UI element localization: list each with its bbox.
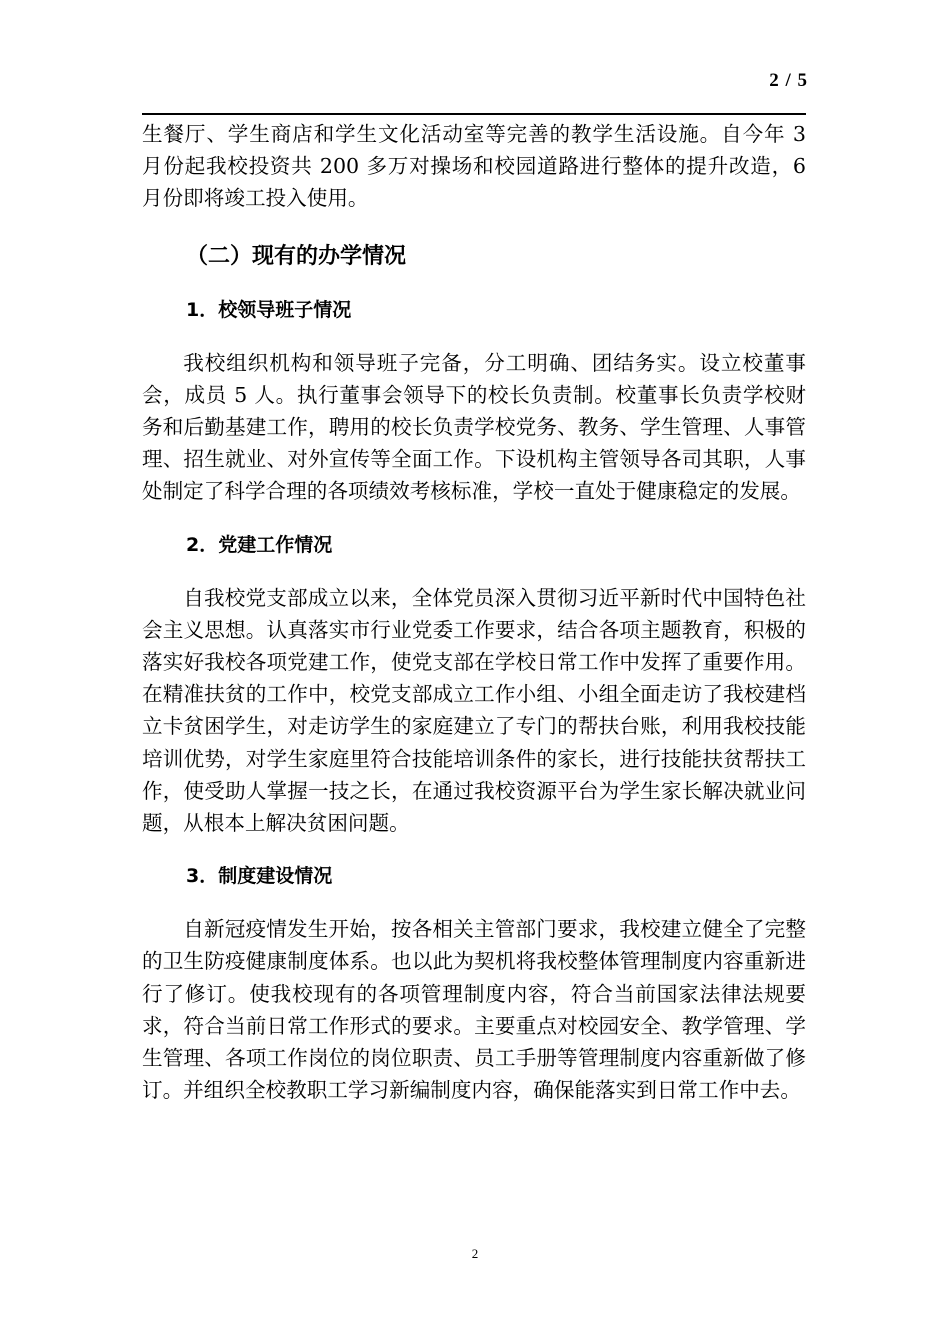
subsection-paragraph-party-building: 自我校党支部成立以来，全体党员深入贯彻习近平新时代中国特色社会主义思想。认真落实市行业党委工作要求，结合各项主题教育，积极的落实好我校各项党建工作，使党支部在学校日常工作中发挥了重要作用。在精准扶贫的工作中，校党支部成立工作小组、小组全面走访了我校建档立卡贫困学生，对走访学生的家庭建立了专门的帮扶台账，利用我校技能培训优势，对学生家庭里符合技能培训条件的家长，进行技能扶贫帮扶工作，使受助人掌握一技之长，在通过我校资源平台为学生家长解决就业问题，从根本上解决贫困问题。 [142,585,806,836]
subsection-heading-party-building: 2．党建工作情况 [186,533,333,556]
subsection-paragraph-leadership: 我校组织机构和领导班子完备，分工明确、团结务实。设立校董事会，成员 5 人。执行董事会领导下的校长负责制。校董事长负责学校财务和后勤基建工作，聘用的校长负责学校党务、教务、学生管理、人事管理、招生就业、对外宣传等全面工作。下设机构主管领导各司其职，人事处制定了科学合理的各项绩效考核标准，学校一直处于健康稳定的发展。 [142,350,806,504]
subsection-heading-system-building: 3．制度建设情况 [186,865,333,888]
page-indicator: 2 / 5 [769,70,808,91]
header-divider [142,113,806,115]
section-heading: （二）现有的办学情况 [186,243,407,269]
document-body [142,118,806,1106]
page-number: 2 [471,1246,479,1261]
intro-paragraph: 生餐厅、学生商店和学生文化活动室等完善的教学生活设施。自今年 3 月份起我校投资共 200 多万对操场和校园道路进行整体的提升改造，6 月份即将竣工投入使用。 [142,122,806,211]
subsection-heading-leadership: 1．校领导班子情况 [186,298,352,321]
subsection-paragraph-system-building: 自新冠疫情发生开始，按各相关主管部门要求，我校建立健全了完整的卫生防疫健康制度体系。也以此为契机将我校整体管理制度内容重新进行了修订。使我校现有的各项管理制度内容，符合当前国家法律法规要求，符合当前日常工作形式的要求。主要重点对校园安全、教学管理、学生管理、各项工作岗位的岗位职责、员工手册等管理制度内容重新做了修订。并组织全校教职工学习新编制度内容，确保能落实到日常工作中去。 [142,917,806,1103]
